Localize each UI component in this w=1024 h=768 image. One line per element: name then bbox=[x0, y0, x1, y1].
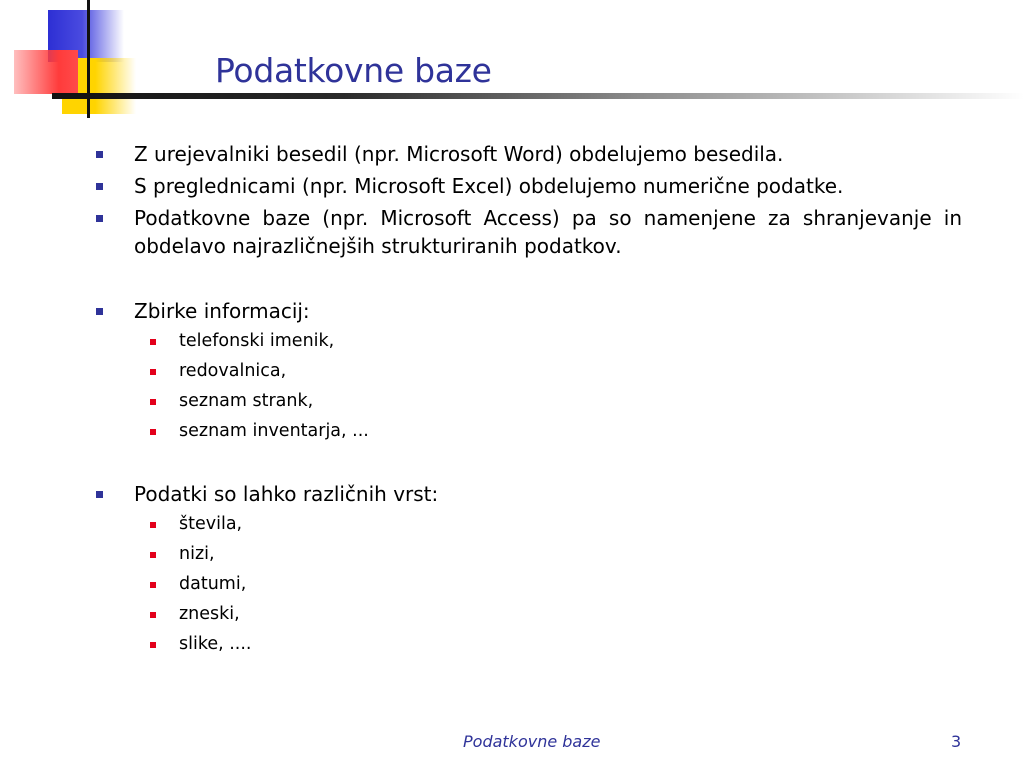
square-bullet-icon bbox=[150, 429, 156, 435]
bullet-text: Podatkovne baze (npr. Microsoft Access) pa so namenjene za shranjevanje in obdelavo najrazličnejših strukturiranih podatkov. bbox=[134, 206, 962, 258]
bullet-list bbox=[96, 140, 962, 656]
square-bullet-icon bbox=[96, 151, 103, 158]
square-bullet-icon bbox=[150, 552, 156, 558]
sub-bullet-item bbox=[150, 572, 962, 596]
bullet-text: S preglednicami (npr. Microsoft Excel) obdelujemo numerične podatke. bbox=[134, 174, 844, 198]
sub-bullet-item bbox=[150, 542, 962, 566]
header-rule bbox=[52, 93, 1024, 99]
square-bullet-icon bbox=[150, 612, 156, 618]
bullet-item bbox=[96, 204, 962, 260]
sub-bullet-item bbox=[150, 389, 962, 413]
sub-bullet-item bbox=[150, 359, 962, 383]
bullet-item bbox=[96, 140, 962, 168]
square-bullet-icon bbox=[150, 582, 156, 588]
sub-bullet-text: seznam inventarja, ... bbox=[179, 421, 369, 441]
bullet-text: Z urejevalniki besedil (npr. Microsoft Word) obdelujemo besedila. bbox=[134, 142, 784, 166]
footer-title: Podatkovne baze bbox=[463, 732, 601, 751]
sub-bullet-text: slike, .... bbox=[179, 634, 252, 654]
sub-bullet-item bbox=[150, 602, 962, 626]
bullet-item bbox=[96, 172, 962, 200]
square-bullet-icon bbox=[96, 491, 103, 498]
sub-bullet-item bbox=[150, 512, 962, 536]
slide-content bbox=[96, 140, 962, 662]
square-bullet-icon bbox=[150, 399, 156, 405]
square-bullet-icon bbox=[96, 308, 103, 315]
sub-bullet-text: redovalnica, bbox=[179, 361, 287, 381]
slide-title: Podatkovne baze bbox=[215, 51, 492, 90]
sub-bullet-text: datumi, bbox=[179, 574, 247, 594]
square-bullet-icon bbox=[150, 339, 156, 345]
sub-bullet-item bbox=[150, 329, 962, 353]
square-bullet-icon bbox=[150, 522, 156, 528]
bullet-item bbox=[96, 480, 962, 656]
square-bullet-icon bbox=[96, 183, 103, 190]
square-bullet-icon bbox=[96, 215, 103, 222]
sub-bullet-list bbox=[134, 512, 962, 656]
sub-bullet-text: nizi, bbox=[179, 544, 215, 564]
square-bullet-icon bbox=[150, 369, 156, 375]
sub-bullet-text: zneski, bbox=[179, 604, 240, 624]
sub-bullet-text: telefonski imenik, bbox=[179, 331, 335, 351]
bullet-text: Zbirke informacij: bbox=[134, 299, 310, 323]
logo-vertical-line bbox=[87, 0, 90, 118]
sub-bullet-text: seznam strank, bbox=[179, 391, 314, 411]
slide-logo-decoration bbox=[0, 0, 140, 120]
sub-bullet-item bbox=[150, 419, 962, 443]
bullet-text: Podatki so lahko različnih vrst: bbox=[134, 482, 439, 506]
sub-bullet-list bbox=[134, 329, 962, 443]
sub-bullet-item bbox=[150, 632, 962, 656]
square-bullet-icon bbox=[150, 642, 156, 648]
logo-red-square bbox=[14, 50, 78, 94]
bullet-item bbox=[96, 297, 962, 443]
sub-bullet-text: števila, bbox=[179, 514, 243, 534]
slide-number: 3 bbox=[951, 732, 962, 751]
